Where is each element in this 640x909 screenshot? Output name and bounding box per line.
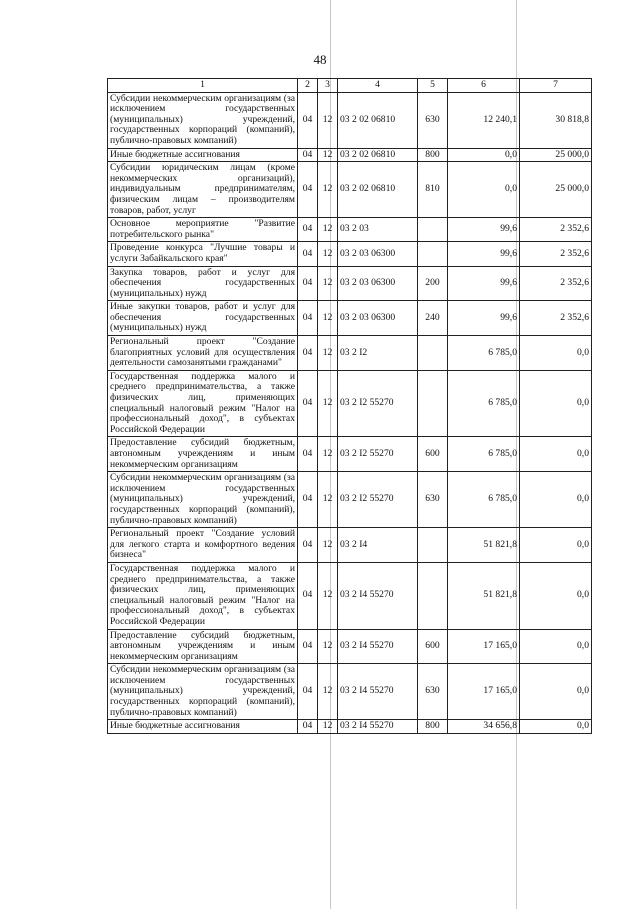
expense-type-code-cell xyxy=(418,336,448,371)
target-article-code-cell: 03 2 I4 55270 xyxy=(338,629,418,664)
table-row xyxy=(108,218,592,242)
target-article-code-cell: 03 2 I4 xyxy=(338,528,418,563)
row-name-cell: Закупка товаров, работ и услуг для обеспечения государственных (муниципальных) нужд xyxy=(108,266,298,301)
header-row xyxy=(108,79,592,93)
amount-cell-col7: 0,0 xyxy=(520,336,592,371)
table-row xyxy=(108,148,592,162)
row-name-cell: Проведение конкурса "Лучшие товары и услуги Забайкальского края" xyxy=(108,242,298,266)
table-row xyxy=(108,336,592,371)
page-number: 48 xyxy=(313,52,327,67)
subsection-code-cell: 12 xyxy=(318,301,338,336)
expense-type-code-cell xyxy=(418,562,448,629)
table-row xyxy=(108,370,592,437)
expense-type-code-cell: 200 xyxy=(418,266,448,301)
table-row xyxy=(108,528,592,563)
subsection-code-cell: 12 xyxy=(318,92,338,148)
row-name-cell: Региональный проект "Создание условий для легкого старта и комфортного ведения бизнеса" xyxy=(108,528,298,563)
target-article-code-cell: 03 2 I2 55270 xyxy=(338,370,418,437)
amount-cell-col6: 0,0 xyxy=(448,148,520,162)
target-article-code-cell: 03 2 I4 55270 xyxy=(338,664,418,720)
target-article-code-cell: 03 2 I4 55270 xyxy=(338,562,418,629)
amount-cell-col6: 34 656,8 xyxy=(448,720,520,734)
section-code-cell: 04 xyxy=(298,562,318,629)
header-cell: 2 xyxy=(298,79,318,93)
expense-type-code-cell: 800 xyxy=(418,148,448,162)
table-row xyxy=(108,720,592,734)
subsection-code-cell: 12 xyxy=(318,162,338,218)
amount-cell-col6: 6 785,0 xyxy=(448,370,520,437)
row-name-cell: Субсидии юридическим лицам (кроме некоммерческих организаций), индивидуальным предпринимателям, физическим лицам – производителям товаров, работ, услуг xyxy=(108,162,298,218)
amount-cell-col7: 0,0 xyxy=(520,664,592,720)
section-code-cell: 04 xyxy=(298,370,318,437)
section-code-cell: 04 xyxy=(298,92,318,148)
expense-type-code-cell xyxy=(418,528,448,563)
amount-cell-col7: 0,0 xyxy=(520,370,592,437)
target-article-code-cell: 03 2 I2 55270 xyxy=(338,472,418,528)
amount-cell-col6: 99,6 xyxy=(448,266,520,301)
table-row xyxy=(108,92,592,148)
amount-cell-col6: 6 785,0 xyxy=(448,336,520,371)
target-article-code-cell: 03 2 02 06810 xyxy=(338,92,418,148)
table-row xyxy=(108,266,592,301)
target-article-code-cell: 03 2 I2 xyxy=(338,336,418,371)
table-row xyxy=(108,242,592,266)
amount-cell-col6: 17 165,0 xyxy=(448,629,520,664)
row-name-cell: Субсидии некоммерческим организациям (за исключением государственных (муниципальных) учреждений, государственных корпораций (компаний), публично-правовых компаний) xyxy=(108,92,298,148)
amount-cell-col7: 25 000,0 xyxy=(520,148,592,162)
amount-cell-col6: 51 821,8 xyxy=(448,528,520,563)
amount-cell-col7: 2 352,6 xyxy=(520,218,592,242)
subsection-code-cell: 12 xyxy=(318,664,338,720)
row-name-cell: Основное мероприятие "Развитие потребительского рынка" xyxy=(108,218,298,242)
target-article-code-cell: 03 2 02 06810 xyxy=(338,148,418,162)
amount-cell-col6: 99,6 xyxy=(448,242,520,266)
target-article-code-cell: 03 2 I4 55270 xyxy=(338,720,418,734)
subsection-code-cell: 12 xyxy=(318,472,338,528)
budget-table xyxy=(107,78,592,734)
target-article-code-cell: 03 2 03 xyxy=(338,218,418,242)
amount-cell-col6: 51 821,8 xyxy=(448,562,520,629)
section-code-cell: 04 xyxy=(298,720,318,734)
subsection-code-cell: 12 xyxy=(318,437,338,472)
header-cell: 3 xyxy=(318,79,338,93)
amount-cell-col6: 12 240,1 xyxy=(448,92,520,148)
expense-type-code-cell: 630 xyxy=(418,92,448,148)
target-article-code-cell: 03 2 02 06810 xyxy=(338,162,418,218)
subsection-code-cell: 12 xyxy=(318,218,338,242)
amount-cell-col7: 30 818,8 xyxy=(520,92,592,148)
section-code-cell: 04 xyxy=(298,437,318,472)
header-cell: 4 xyxy=(338,79,418,93)
subsection-code-cell: 12 xyxy=(318,720,338,734)
expense-type-code-cell xyxy=(418,370,448,437)
amount-cell-col7: 0,0 xyxy=(520,437,592,472)
subsection-code-cell: 12 xyxy=(318,266,338,301)
target-article-code-cell: 03 2 03 06300 xyxy=(338,242,418,266)
header-cell: 7 xyxy=(520,79,592,93)
header-cell: 1 xyxy=(108,79,298,93)
table-row xyxy=(108,437,592,472)
table-row xyxy=(108,162,592,218)
section-code-cell: 04 xyxy=(298,242,318,266)
subsection-code-cell: 12 xyxy=(318,242,338,266)
subsection-code-cell: 12 xyxy=(318,148,338,162)
amount-cell-col7: 25 000,0 xyxy=(520,162,592,218)
section-code-cell: 04 xyxy=(298,336,318,371)
table-row xyxy=(108,472,592,528)
amount-cell-col7: 0,0 xyxy=(520,629,592,664)
expense-type-code-cell xyxy=(418,218,448,242)
row-name-cell: Иные закупки товаров, работ и услуг для обеспечения государственных (муниципальных) нужд xyxy=(108,301,298,336)
target-article-code-cell: 03 2 03 06300 xyxy=(338,301,418,336)
amount-cell-col6: 6 785,0 xyxy=(448,472,520,528)
header-cell: 5 xyxy=(418,79,448,93)
amount-cell-col6: 99,6 xyxy=(448,218,520,242)
amount-cell-col6: 0,0 xyxy=(448,162,520,218)
row-name-cell: Иные бюджетные ассигнования xyxy=(108,148,298,162)
section-code-cell: 04 xyxy=(298,301,318,336)
amount-cell-col7: 0,0 xyxy=(520,562,592,629)
amount-cell-col7: 0,0 xyxy=(520,472,592,528)
subsection-code-cell: 12 xyxy=(318,629,338,664)
amount-cell-col7: 2 352,6 xyxy=(520,266,592,301)
expense-type-code-cell: 630 xyxy=(418,664,448,720)
amount-cell-col7: 2 352,6 xyxy=(520,301,592,336)
expense-type-code-cell xyxy=(418,242,448,266)
target-article-code-cell: 03 2 I2 55270 xyxy=(338,437,418,472)
row-name-cell: Государственная поддержка малого и среднего предпринимательства, а также физических лиц, применяющих специальный налоговый режим "Налог на профессиональный доход", в субъектах Российской Федерации xyxy=(108,562,298,629)
expense-type-code-cell: 630 xyxy=(418,472,448,528)
header-cell: 6 xyxy=(448,79,520,93)
amount-cell-col7: 0,0 xyxy=(520,528,592,563)
amount-cell-col6: 17 165,0 xyxy=(448,664,520,720)
expense-type-code-cell: 240 xyxy=(418,301,448,336)
subsection-code-cell: 12 xyxy=(318,528,338,563)
section-code-cell: 04 xyxy=(298,664,318,720)
table-row xyxy=(108,301,592,336)
section-code-cell: 04 xyxy=(298,218,318,242)
amount-cell-col6: 6 785,0 xyxy=(448,437,520,472)
section-code-cell: 04 xyxy=(298,162,318,218)
amount-cell-col7: 2 352,6 xyxy=(520,242,592,266)
target-article-code-cell: 03 2 03 06300 xyxy=(338,266,418,301)
row-name-cell: Субсидии некоммерческим организациям (за исключением государственных (муниципальных) учреждений, государственных корпораций (компаний), публично-правовых компаний) xyxy=(108,664,298,720)
table-row xyxy=(108,629,592,664)
subsection-code-cell: 12 xyxy=(318,370,338,437)
table-row xyxy=(108,562,592,629)
row-name-cell: Государственная поддержка малого и среднего предпринимательства, а также физических лиц, применяющих специальный налоговый режим "Налог на профессиональный доход", в субъектах Российской Федерации xyxy=(108,370,298,437)
row-name-cell: Субсидии некоммерческим организациям (за исключением государственных (муниципальных) учреждений, государственных корпораций (компаний), публично-правовых компаний) xyxy=(108,472,298,528)
row-name-cell: Региональный проект "Создание благоприятных условий для осуществления деятельности самозанятыми гражданами" xyxy=(108,336,298,371)
table-row xyxy=(108,664,592,720)
section-code-cell: 04 xyxy=(298,528,318,563)
row-name-cell: Предоставление субсидий бюджетным, автономным учреждениям и иным некоммерческим организациям xyxy=(108,437,298,472)
expense-type-code-cell: 800 xyxy=(418,720,448,734)
expense-type-code-cell: 810 xyxy=(418,162,448,218)
section-code-cell: 04 xyxy=(298,629,318,664)
amount-cell-col6: 99,6 xyxy=(448,301,520,336)
expense-type-code-cell: 600 xyxy=(418,629,448,664)
section-code-cell: 04 xyxy=(298,148,318,162)
section-code-cell: 04 xyxy=(298,266,318,301)
expense-type-code-cell: 600 xyxy=(418,437,448,472)
row-name-cell: Предоставление субсидий бюджетным, автономным учреждениям и иным некоммерческим организациям xyxy=(108,629,298,664)
row-name-cell: Иные бюджетные ассигнования xyxy=(108,720,298,734)
subsection-code-cell: 12 xyxy=(318,562,338,629)
subsection-code-cell: 12 xyxy=(318,336,338,371)
section-code-cell: 04 xyxy=(298,472,318,528)
amount-cell-col7: 0,0 xyxy=(520,720,592,734)
